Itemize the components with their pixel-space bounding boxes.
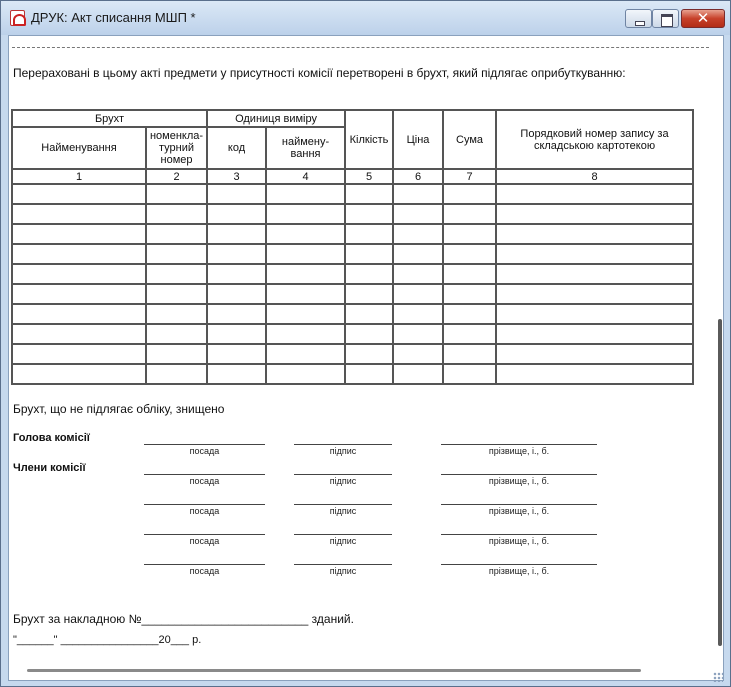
header-nomenclature: номенкла- турний номер (146, 127, 207, 169)
table-row (12, 184, 693, 204)
table-cell (146, 324, 207, 344)
name-line (441, 534, 597, 535)
vertical-scrollbar[interactable] (718, 319, 722, 646)
maximize-button[interactable] (652, 9, 679, 28)
table-cell (266, 244, 345, 264)
table-cell (207, 304, 266, 324)
table-cell (207, 224, 266, 244)
scrap-table (11, 109, 694, 385)
table-cell (12, 204, 146, 224)
table-cell (146, 344, 207, 364)
table-cell (146, 244, 207, 264)
column-number: 3 (207, 169, 266, 184)
table-row (12, 284, 693, 304)
table-cell (443, 324, 496, 344)
signature-line (294, 504, 392, 505)
table-row (12, 344, 693, 364)
table-cell (146, 304, 207, 324)
table-cell (266, 184, 345, 204)
signature-caption: підпис (329, 566, 357, 576)
signature-caption: підпис (329, 476, 357, 486)
position-line (144, 534, 265, 535)
table-cell (443, 204, 496, 224)
table-cell (12, 224, 146, 244)
position-caption: посада (189, 566, 220, 576)
table-cell (12, 324, 146, 344)
table-cell (443, 304, 496, 324)
table-cell (496, 344, 693, 364)
table-cell (207, 324, 266, 344)
table-cell (443, 284, 496, 304)
document-area (8, 35, 724, 681)
table-row (12, 264, 693, 284)
close-icon: ✕ (696, 9, 710, 27)
column-number: 8 (496, 169, 693, 184)
column-number: 5 (345, 169, 393, 184)
table-cell (393, 324, 443, 344)
table-cell (443, 224, 496, 244)
table-cell (345, 344, 393, 364)
page-break-line (12, 47, 709, 48)
table-cell (496, 284, 693, 304)
window-title: ДРУК: Акт списання МШП * (31, 10, 196, 25)
horizontal-scrollbar[interactable] (27, 669, 641, 672)
position-line (144, 564, 265, 565)
signature-line (294, 474, 392, 475)
table-cell (207, 344, 266, 364)
table-cell (345, 184, 393, 204)
table-cell (207, 264, 266, 284)
table-cell (345, 284, 393, 304)
column-number: 4 (266, 169, 345, 184)
date-line: "______" ________________20___ р. (13, 634, 202, 646)
column-number: 6 (393, 169, 443, 184)
position-caption: посада (189, 446, 220, 456)
table-cell (266, 304, 345, 324)
table-cell (207, 244, 266, 264)
signature-line (294, 564, 392, 565)
table-cell (207, 184, 266, 204)
table-body (12, 184, 693, 384)
table-cell (12, 284, 146, 304)
table-cell (393, 264, 443, 284)
table-cell (496, 184, 693, 204)
position-line (144, 444, 265, 445)
header-quantity: Кілкість (345, 110, 393, 169)
table-cell (393, 244, 443, 264)
table-row (12, 324, 693, 344)
table-row (12, 364, 693, 384)
header-code: код (207, 127, 266, 169)
table-cell (146, 204, 207, 224)
table-cell (496, 204, 693, 224)
table-cell (207, 204, 266, 224)
table-cell (12, 344, 146, 364)
table-cell (266, 204, 345, 224)
position-line (144, 474, 265, 475)
resize-grip-icon[interactable] (713, 672, 723, 682)
title-bar[interactable] (1, 1, 730, 35)
header-unit-name: наймену- вання (266, 127, 345, 169)
table-cell (496, 224, 693, 244)
position-line (144, 504, 265, 505)
table-cell (266, 364, 345, 384)
table-cell (12, 364, 146, 384)
table-cell (393, 344, 443, 364)
header-scrap: Брухт (12, 110, 207, 127)
name-line (441, 564, 597, 565)
invoice-text: Брухт за накладною №_________________________ зданий. (13, 612, 354, 626)
table-cell (345, 364, 393, 384)
close-button[interactable] (681, 9, 725, 28)
column-number: 7 (443, 169, 496, 184)
table-cell (496, 304, 693, 324)
table-cell (12, 244, 146, 264)
minimize-button[interactable] (625, 9, 652, 28)
table-cell (146, 264, 207, 284)
header-record-number: Порядковий номер запису за складською картотекою (496, 110, 693, 169)
header-unit: Одиниця виміру (207, 110, 345, 127)
table-cell (443, 344, 496, 364)
table-cell (393, 304, 443, 324)
table-cell (393, 364, 443, 384)
chairman-label: Голова комісії (13, 432, 90, 444)
table-row (12, 304, 693, 324)
table-row (12, 224, 693, 244)
table-cell (345, 304, 393, 324)
table-cell (345, 324, 393, 344)
pdf-app-icon (10, 10, 25, 26)
signature-line (294, 444, 392, 445)
signature-line (294, 534, 392, 535)
table-cell (146, 284, 207, 304)
table-cell (266, 324, 345, 344)
table-cell (12, 264, 146, 284)
signature-caption: підпис (329, 536, 357, 546)
table-cell (496, 364, 693, 384)
header-sum: Сума (443, 110, 496, 169)
table-cell (12, 184, 146, 204)
table-row (12, 204, 693, 224)
name-caption: прізвище, і., б. (488, 446, 550, 456)
name-line (441, 504, 597, 505)
position-caption: посада (189, 506, 220, 516)
name-line (441, 444, 597, 445)
table-cell (393, 284, 443, 304)
table-cell (266, 284, 345, 304)
table-cell (266, 344, 345, 364)
intro-text: Перераховані в цьому акті предмети у присутності комісії перетворені в брухт, який підлягає оприбуткуванню: (13, 66, 626, 80)
table-cell (496, 324, 693, 344)
table-cell (496, 244, 693, 264)
table-cell (393, 224, 443, 244)
destroyed-text: Брухт, що не підлягає обліку, знищено (13, 402, 225, 416)
table-cell (345, 264, 393, 284)
position-caption: посада (189, 536, 220, 546)
table-cell (393, 204, 443, 224)
table-cell (496, 264, 693, 284)
table-cell (12, 304, 146, 324)
members-label: Члени комісії (13, 462, 86, 474)
name-caption: прізвище, і., б. (488, 536, 550, 546)
table-cell (146, 224, 207, 244)
position-caption: посада (189, 476, 220, 486)
table-cell (207, 284, 266, 304)
table-cell (345, 224, 393, 244)
name-caption: прізвище, і., б. (488, 566, 550, 576)
table-cell (207, 364, 266, 384)
table-cell (266, 224, 345, 244)
name-line (441, 474, 597, 475)
table-cell (345, 244, 393, 264)
table-cell (345, 204, 393, 224)
table-cell (443, 364, 496, 384)
table-cell (393, 184, 443, 204)
table-cell (443, 244, 496, 264)
column-number: 2 (146, 169, 207, 184)
table-row (12, 244, 693, 264)
table-cell (443, 264, 496, 284)
name-caption: прізвище, і., б. (488, 506, 550, 516)
signature-caption: підпис (329, 446, 357, 456)
column-number: 1 (12, 169, 146, 184)
header-name: Найменування (12, 127, 146, 169)
header-price: Ціна (393, 110, 443, 169)
table-cell (146, 184, 207, 204)
table-cell (266, 264, 345, 284)
signature-caption: підпис (329, 506, 357, 516)
name-caption: прізвище, і., б. (488, 476, 550, 486)
table-cell (443, 184, 496, 204)
table-cell (146, 364, 207, 384)
